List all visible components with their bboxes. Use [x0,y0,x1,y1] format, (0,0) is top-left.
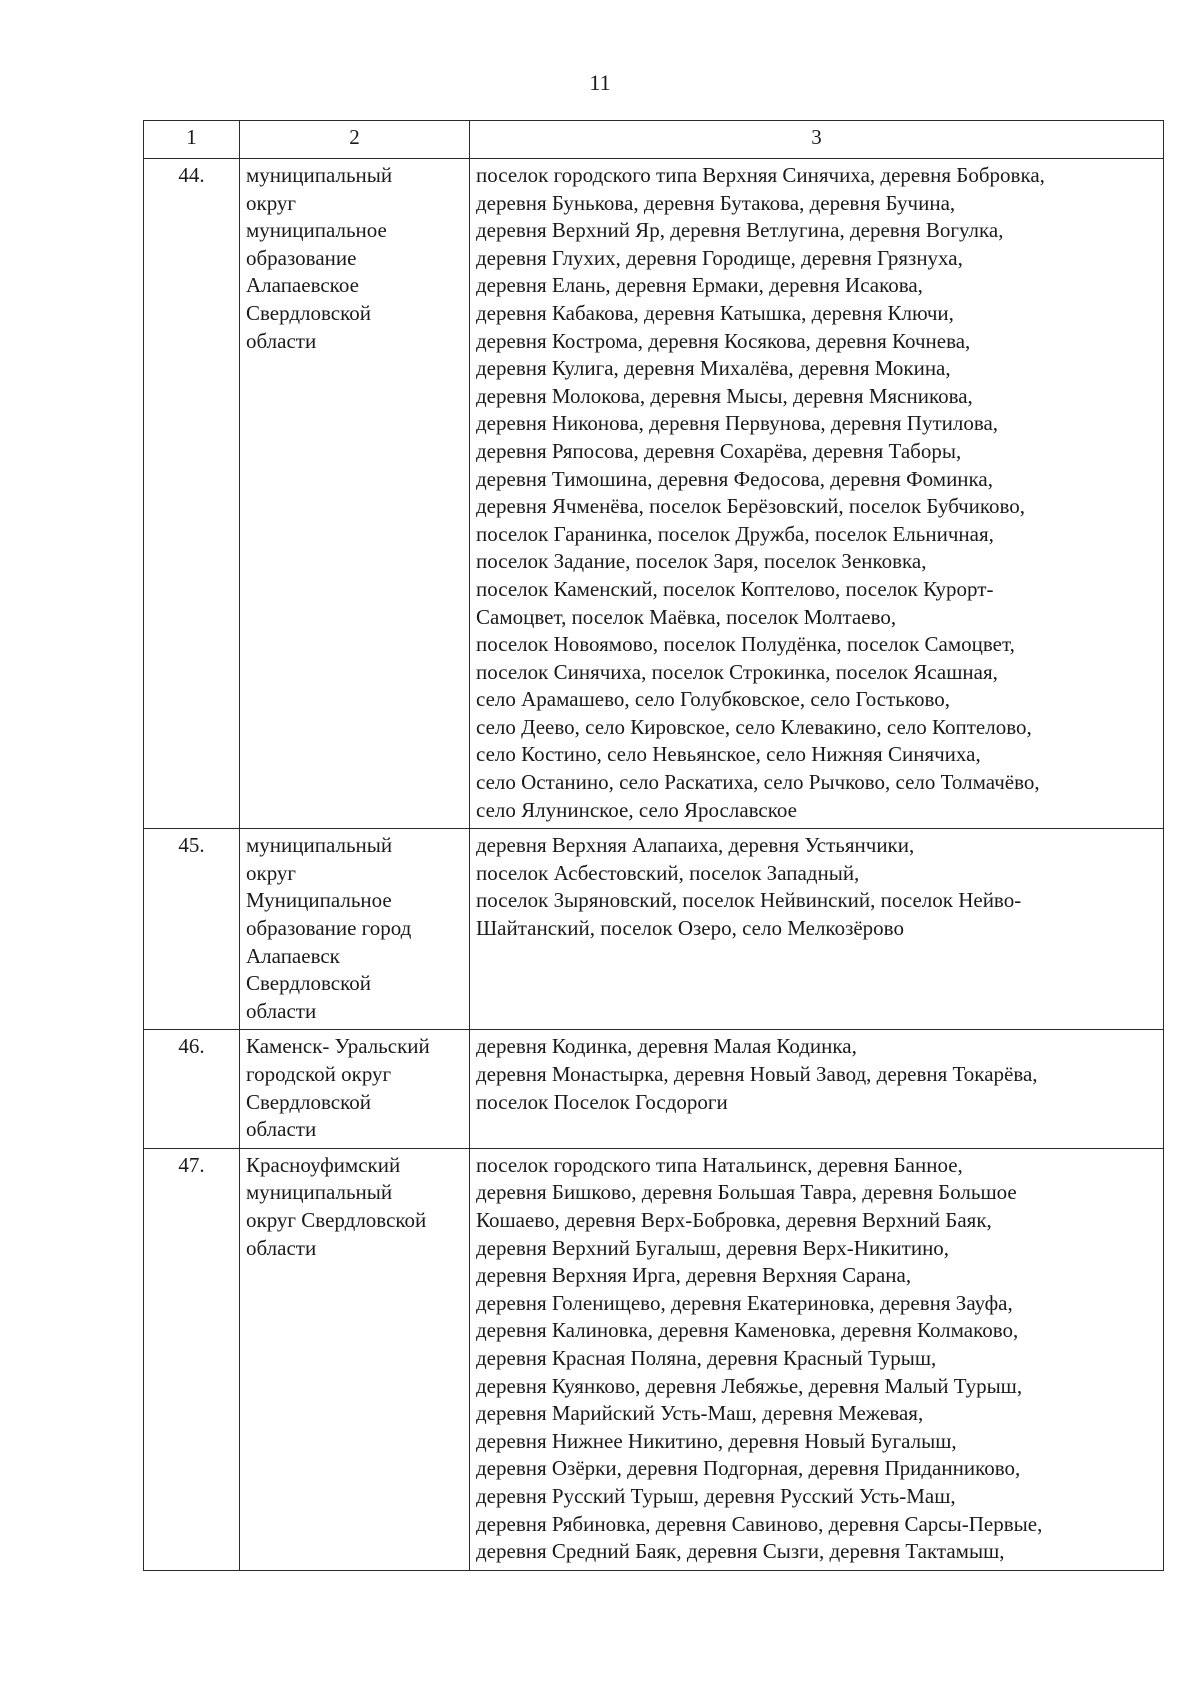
row-number: 44. [144,159,240,829]
settlements-list: деревня Кодинка, деревня Малая Кодинка, деревня Монастырка, деревня Новый Завод, деревня Токарёва, поселок Поселок Госдороги [470,1030,1164,1148]
header-col-3: 3 [470,121,1164,159]
municipality-name: Красноуфимский муниципальный округ Свердловской области [240,1148,470,1570]
row-number: 47. [144,1148,240,1570]
page-number: 11 [589,70,611,95]
row-number: 46. [144,1030,240,1148]
table-row [144,159,1164,829]
settlements-list: поселок городского типа Верхняя Синячиха, деревня Бобровка, деревня Бунькова, деревня Бутакова, деревня Бучина, деревня Верхний Яр, деревня Ветлугина, деревня Вогулка, деревня Глухих, деревня Городище, деревня Грязнуха, деревня Елань, деревня Ермаки, деревня Исакова, деревня Кабакова, деревня Катышка, деревня Ключи, деревня Кострома, деревня Косякова, деревня Кочнева, деревня Кулига, деревня Михалёва, деревня Мокина, деревня Молокова, деревня Мысы, деревня Мясникова, деревня Никонова, деревня Первунова, деревня Путилова, деревня Ряпосова, деревня Сохарёва, деревня Таборы, деревня Тимошина, деревня Федосова, деревня Фоминка, деревня Ячменёва, поселок Берёзовский, поселок Бубчиково, поселок Гаранинка, поселок Дружба, поселок Ельничная, поселок Задание, поселок Заря, поселок Зенковка, поселок Каменский, поселок Коптелово, поселок Курорт- Самоцвет, поселок Маёвка, поселок Молтаево, поселок Новоямово, поселок Полудёнка, поселок Самоцвет, поселок Синячиха, поселок Строкинка, поселок Ясашная, село Арамашево, село Голубковское, село Гостьково, село Деево, село Кировское, село Клевакино, село Коптелово, село Костино, село Невьянское, село Нижняя Синячиха, село Останино, село Раскатиха, село Рычково, село Толмачёво, село Ялунинское, село Ярославское [470,159,1164,829]
table-row [144,1030,1164,1148]
row-number: 45. [144,829,240,1030]
header-col-1: 1 [144,121,240,159]
settlements-list: поселок городского типа Натальинск, деревня Банное, деревня Бишково, деревня Большая Тавра, деревня Большое Кошаево, деревня Верх-Бобровка, деревня Верхний Баяк, деревня Верхний Бугалыш, деревня Верх-Никитино, деревня Верхняя Ирга, деревня Верхняя Сарана, деревня Голенищево, деревня Екатериновка, деревня Зауфа, деревня Калиновка, деревня Каменовка, деревня Колмаково, деревня Красная Поляна, деревня Красный Турыш, деревня Куянково, деревня Лебяжье, деревня Малый Турыш, деревня Марийский Усть-Маш, деревня Межевая, деревня Нижнее Никитино, деревня Новый Бугалыш, деревня Озёрки, деревня Подгорная, деревня Приданниково, деревня Русский Турыш, деревня Русский Усть-Маш, деревня Рябиновка, деревня Савиново, деревня Сарсы-Первые, деревня Средний Баяк, деревня Сызги, деревня Тактамыш, [470,1148,1164,1570]
municipality-name: муниципальный округ Муниципальное образование город Алапаевск Свердловской области [240,829,470,1030]
table-row [144,829,1164,1030]
header-col-2: 2 [240,121,470,159]
table-row [144,1148,1164,1570]
settlements-list: деревня Верхняя Алапаиха, деревня Устьянчики, поселок Асбестовский, поселок Западный, поселок Зыряновский, поселок Нейвинский, поселок Нейво- Шайтанский, поселок Озеро, село Мелкозёрово [470,829,1164,1030]
table-header-row [144,121,1164,159]
municipality-name: Каменск- Уральский городской округ Свердловской области [240,1030,470,1148]
settlements-table [143,120,1164,1571]
municipality-name: муниципальный округ муниципальное образование Алапаевское Свердловской области [240,159,470,829]
